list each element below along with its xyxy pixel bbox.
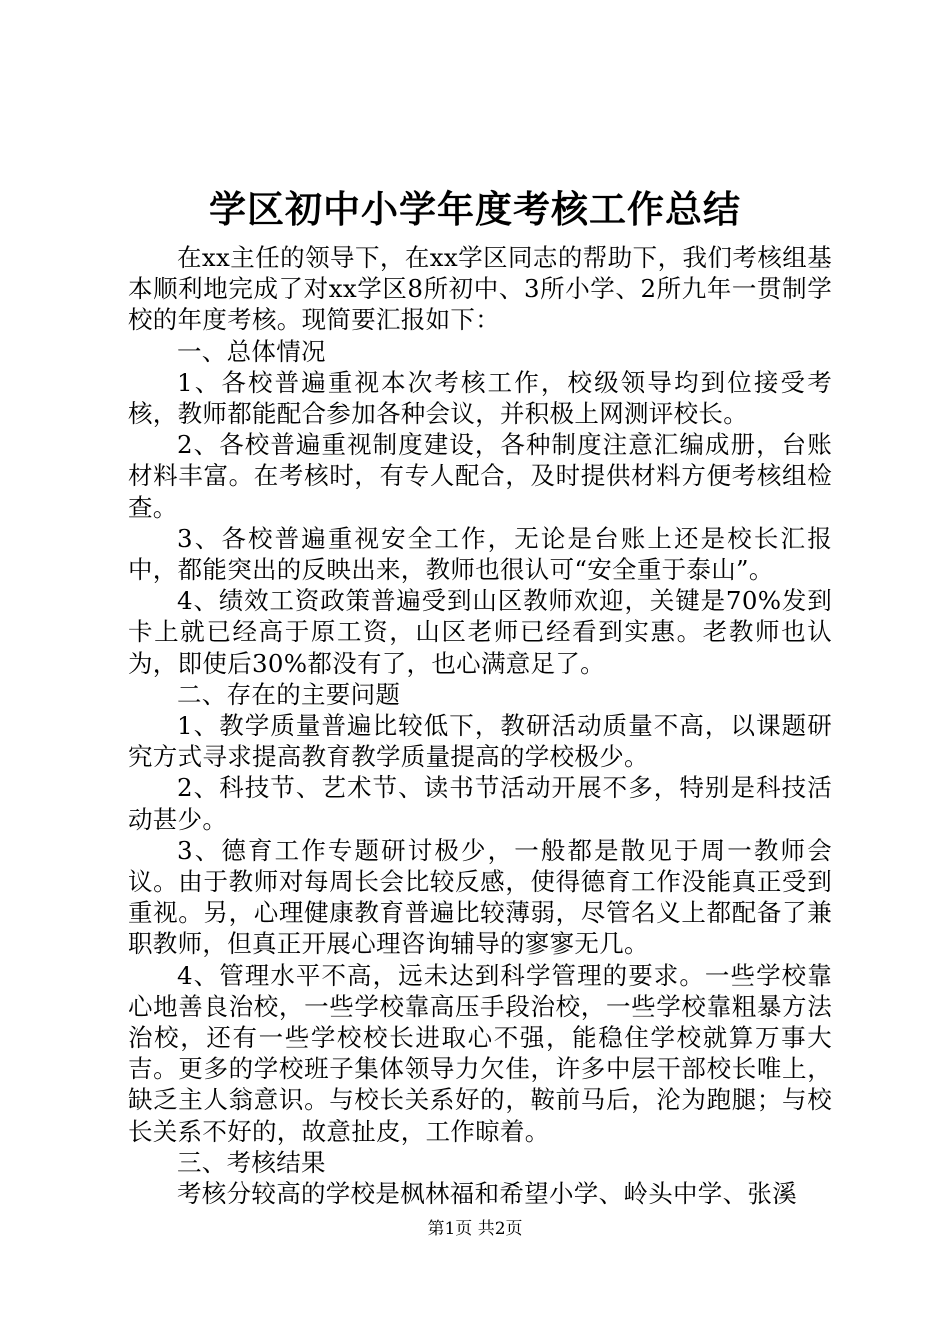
overview-item-2: 2、各校普遍重视制度建设，各种制度注意汇编成册，台账材料丰富。在考核时，有专人配合，及时提供材料方便考核组检查。 (128, 430, 832, 522)
problem-item-4: 4、管理水平不高，远未达到科学管理的要求。一些学校靠心地善良治校，一些学校靠高压手段治校，一些学校靠粗暴方法治校，还有一些学校校长进取心不强，能稳住学校就算万事大吉。更多的学校班子集体领导力欠佳，许多中层干部校长唯上，缺乏主人翁意识。与校长关系好的，鞍前马后，沦为跑腿；与校长关系不好的，故意扯皮，工作晾着。 (128, 960, 832, 1146)
page-footer: 第1页 共2页 (427, 1219, 523, 1239)
problem-item-3: 3、德育工作专题研讨极少，一般都是散见于周一教师会议。由于教师对每周长会比较反感，使得德育工作没能真正受到重视。另，心理健康教育普遍比较薄弱，尽管名义上都配备了兼职教师，但真正开展心理咨询辅导的寥寥无几。 (128, 835, 832, 959)
section-heading-problems: 二、存在的主要问题 (177, 679, 401, 709)
problem-item-2: 2、科技节、艺术节、读书节活动开展不多，特别是科技活动甚少。 (128, 773, 832, 834)
results-paragraph: 考核分较高的学校是枫林福和希望小学、岭头中学、张溪 (177, 1179, 797, 1209)
section-heading-overview: 一、总体情况 (177, 336, 326, 366)
problem-item-1: 1、教学质量普遍比较低下，教研活动质量不高，以课题研究方式寻求提高教育教学质量提高的学校极少。 (128, 711, 832, 772)
document-body (128, 242, 832, 1209)
document-title: 学区初中小学年度考核工作总结 (209, 187, 741, 231)
overview-item-4: 4、绩效工资政策普遍受到山区教师欢迎，关键是70%发到卡上就已经高于原工资，山区老师已经看到实惠。老教师也认为，即使后30%都没有了，也心满意足了。 (128, 586, 832, 678)
section-heading-results: 三、考核结果 (177, 1147, 326, 1177)
overview-item-1: 1、各校普遍重视本次考核工作，校级领导均到位接受考核，教师都能配合参加各种会议，并积极上网测评校长。 (128, 367, 832, 429)
intro-paragraph: 在xx主任的领导下，在xx学区同志的帮助下，我们考核组基本顺利地完成了对xx学区8所初中、3所小学、2所九年一贯制学校的年度考核。现简要汇报如下： (128, 243, 832, 335)
overview-item-3: 3、各校普遍重视安全工作，无论是台账上还是校长汇报中，都能突出的反映出来，教师也很认可“安全重于泰山”。 (128, 523, 832, 585)
